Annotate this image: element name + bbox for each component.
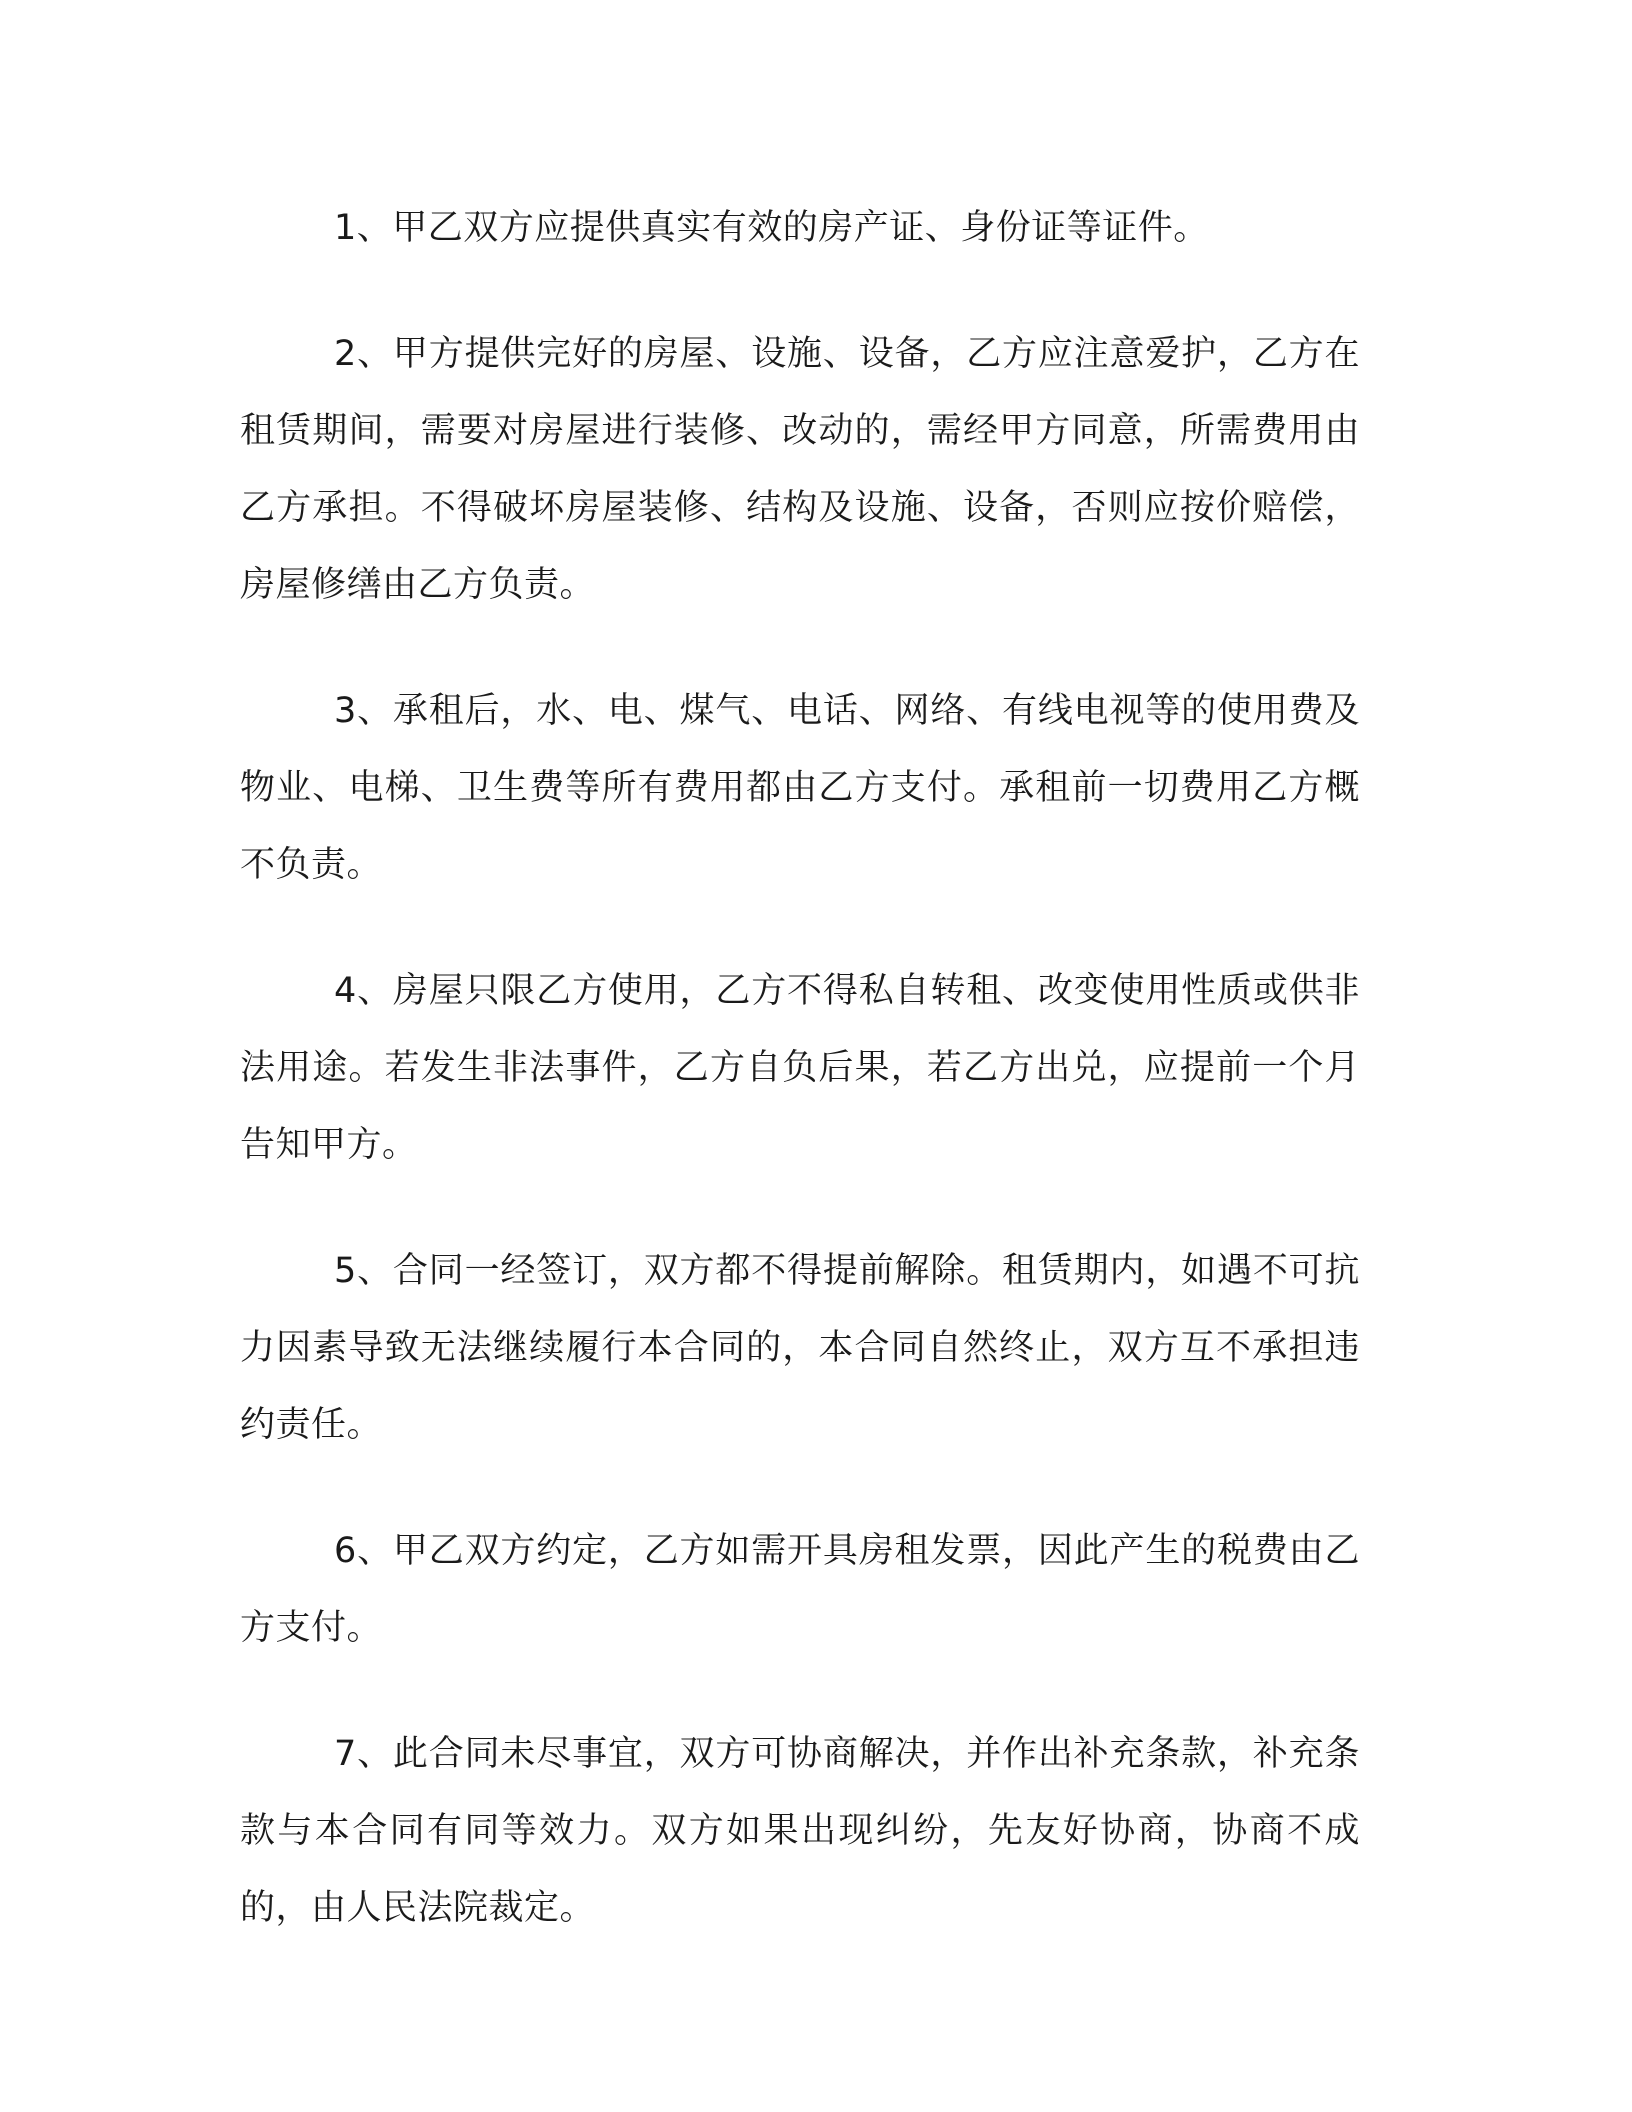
clause-1: 1、甲乙双方应提供真实有效的房产证、身份证等证件。 (334, 208, 1209, 248)
clause-7: 7、此合同未尽事宜，双方可协商解决，并作出补充条款，补充条款与本合同有同等效力。双方如果出现纠纷，先友好协商，协商不成的，由人民法院裁定。 (240, 1734, 1360, 1928)
clause-5: 5、合同一经签订，双方都不得提前解除。租赁期内，如遇不可抗力因素导致无法继续履行本合同的，本合同自然终止，双方互不承担违约责任。 (240, 1251, 1360, 1445)
clause-3: 3、承租后，水、电、煤气、电话、网络、有线电视等的使用费及物业、电梯、卫生费等所有费用都由乙方支付。承租前一切费用乙方概不负责。 (240, 691, 1360, 885)
clause-2: 2、甲方提供完好的房屋、设施、设备，乙方应注意爱护，乙方在租赁期间，需要对房屋进行装修、改动的，需经甲方同意，所需费用由乙方承担。不得破坏房屋装修、结构及设施、设备，否则应按价赔偿，房屋修缮由乙方负责。 (240, 334, 1360, 605)
clause-6: 6、甲乙双方约定，乙方如需开具房租发票，因此产生的税费由乙方支付。 (240, 1531, 1360, 1648)
clause-4: 4、房屋只限乙方使用，乙方不得私自转租、改变使用性质或供非法用途。若发生非法事件，乙方自负后果，若乙方出兑，应提前一个月告知甲方。 (240, 971, 1360, 1165)
contract-clauses (240, 190, 1360, 1947)
